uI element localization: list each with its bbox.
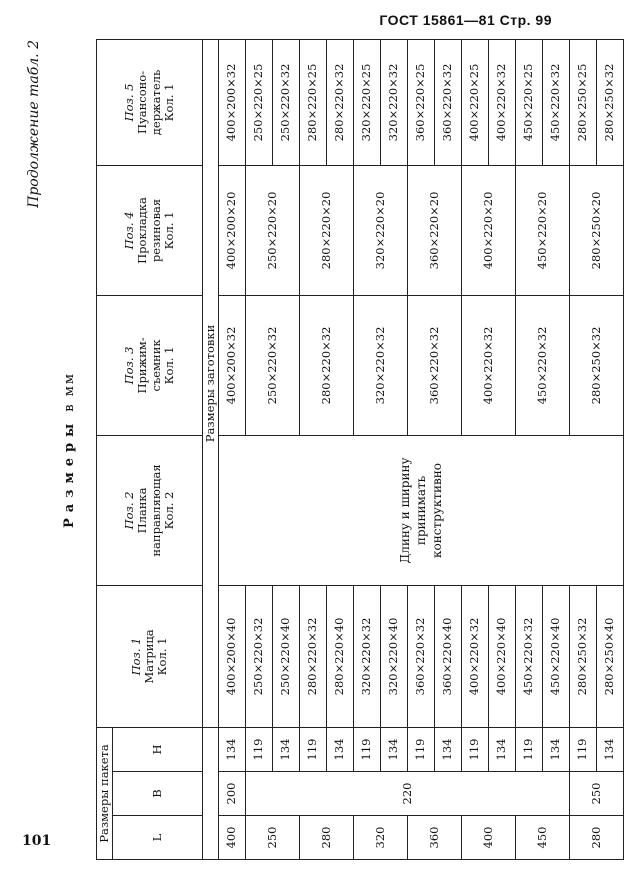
cell-pos5: 280×220×25 <box>300 39 327 165</box>
cell-pos4: 400×200×20 <box>219 165 246 295</box>
cell-pos1: 280×220×32 <box>300 585 327 727</box>
rotated-table-page <box>22 40 617 860</box>
cell-L: 280 <box>300 816 354 860</box>
cell-pos5: 360×220×32 <box>435 39 462 165</box>
cell-pos3: 320×220×32 <box>354 295 408 435</box>
cell-L: 400 <box>219 816 246 860</box>
cell-pos3: 400×220×32 <box>462 295 516 435</box>
page-header: ГОСТ 15861—81 Стр. 99 <box>379 12 552 28</box>
cell-B: 250 <box>570 772 624 816</box>
cell-pos1: 400×200×40 <box>219 585 246 727</box>
cell-pos4: 360×220×20 <box>408 165 462 295</box>
pos1-header: Поз. 1 Матрица Кол. 1 <box>97 585 203 727</box>
package-dimensions-header: Размеры пакета <box>97 727 113 859</box>
cell-pos1: 360×220×32 <box>408 585 435 727</box>
cell-pos1: 250×220×40 <box>273 585 300 727</box>
cell-pos1: 450×220×40 <box>543 585 570 727</box>
cell-B: 220 <box>246 772 570 816</box>
cell-L: 450 <box>516 816 570 860</box>
cell-pos5: 320×220×25 <box>354 39 381 165</box>
cell-pos1: 280×220×40 <box>327 585 354 727</box>
cell-L: 250 <box>246 816 300 860</box>
column-B-header: B <box>113 772 203 816</box>
cell-pos3: 280×250×32 <box>570 295 624 435</box>
cell-H: 119 <box>354 727 381 771</box>
pos2-note: Длину и ширину принимать конструктивно <box>219 435 624 585</box>
dimensions-title-unit: в мм <box>62 372 77 412</box>
cell-pos1: 280×250×32 <box>570 585 597 727</box>
cell-pos5: 250×220×25 <box>246 39 273 165</box>
cell-pos3: 360×220×32 <box>408 295 462 435</box>
cell-pos5: 320×220×32 <box>381 39 408 165</box>
cell-H: 134 <box>435 727 462 771</box>
cell-pos4: 450×220×20 <box>516 165 570 295</box>
dimensions-title <box>62 40 77 860</box>
cell-pos1: 400×220×32 <box>462 585 489 727</box>
cell-pos5: 450×220×32 <box>543 39 570 165</box>
cell-pos5: 280×250×32 <box>597 39 624 165</box>
cell-L: 320 <box>354 816 408 860</box>
cell-L: 360 <box>408 816 462 860</box>
cell-pos1: 400×220×40 <box>489 585 516 727</box>
cell-H: 119 <box>300 727 327 771</box>
cell-H: 134 <box>381 727 408 771</box>
cell-H: 119 <box>462 727 489 771</box>
cell-pos5: 360×220×25 <box>408 39 435 165</box>
cell-H: 134 <box>327 727 354 771</box>
cell-pos5: 400×220×25 <box>462 39 489 165</box>
cell-H: 134 <box>543 727 570 771</box>
cell-pos3: 250×220×32 <box>246 295 300 435</box>
cell-pos5: 400×220×32 <box>489 39 516 165</box>
cell-L: 400 <box>462 816 516 860</box>
cell-pos4: 280×250×20 <box>570 165 624 295</box>
cell-pos4: 320×220×20 <box>354 165 408 295</box>
cell-pos4: 280×220×20 <box>300 165 354 295</box>
cell-pos4: 400×220×20 <box>462 165 516 295</box>
cell-B: 200 <box>219 772 246 816</box>
cell-H: 134 <box>219 727 246 771</box>
dimensions-table <box>96 39 624 860</box>
cell-pos3: 280×220×32 <box>300 295 354 435</box>
column-H-header: H <box>113 727 203 771</box>
cell-H: 119 <box>570 727 597 771</box>
cell-pos5: 250×220×32 <box>273 39 300 165</box>
cell-H: 119 <box>516 727 543 771</box>
cell-pos1: 250×220×32 <box>246 585 273 727</box>
pos5-header: Поз. 5 Пуансоно- держатель Кол. 1 <box>97 39 203 165</box>
cell-pos1: 320×220×32 <box>354 585 381 727</box>
cell-pos1: 320×220×40 <box>381 585 408 727</box>
pos3-header: Поз. 3 Прижим- съемник Кол. 1 <box>97 295 203 435</box>
column-L-header: L <box>113 816 203 860</box>
cell-H: 119 <box>246 727 273 771</box>
cell-pos1: 450×220×32 <box>516 585 543 727</box>
blank-sizes-header: Размеры заготовки <box>203 39 219 727</box>
cell-pos1: 280×250×40 <box>597 585 624 727</box>
cell-L: 280 <box>570 816 624 860</box>
cell-pos5: 280×250×25 <box>570 39 597 165</box>
cell-pos3: 450×220×32 <box>516 295 570 435</box>
cell-H: 134 <box>597 727 624 771</box>
cell-H: 119 <box>408 727 435 771</box>
cell-pos3: 400×200×32 <box>219 295 246 435</box>
cell-pos5: 450×220×25 <box>516 39 543 165</box>
table-caption: Продолжение табл. 2 <box>26 40 42 208</box>
cell-pos5: 400×200×32 <box>219 39 246 165</box>
pos4-header: Поз. 4 Прокладка резиновая Кол. 1 <box>97 165 203 295</box>
page-number: 101 <box>22 833 52 849</box>
cell-pos5: 280×220×32 <box>327 39 354 165</box>
table-row <box>219 39 246 859</box>
blank-spacer <box>203 727 219 859</box>
cell-pos1: 360×220×40 <box>435 585 462 727</box>
cell-H: 134 <box>489 727 516 771</box>
cell-H: 134 <box>273 727 300 771</box>
dimensions-title-prefix: Размеры <box>62 417 77 529</box>
cell-pos4: 250×220×20 <box>246 165 300 295</box>
pos2-header: Поз. 2 Планка направляющая Кол. 2 <box>97 435 203 585</box>
